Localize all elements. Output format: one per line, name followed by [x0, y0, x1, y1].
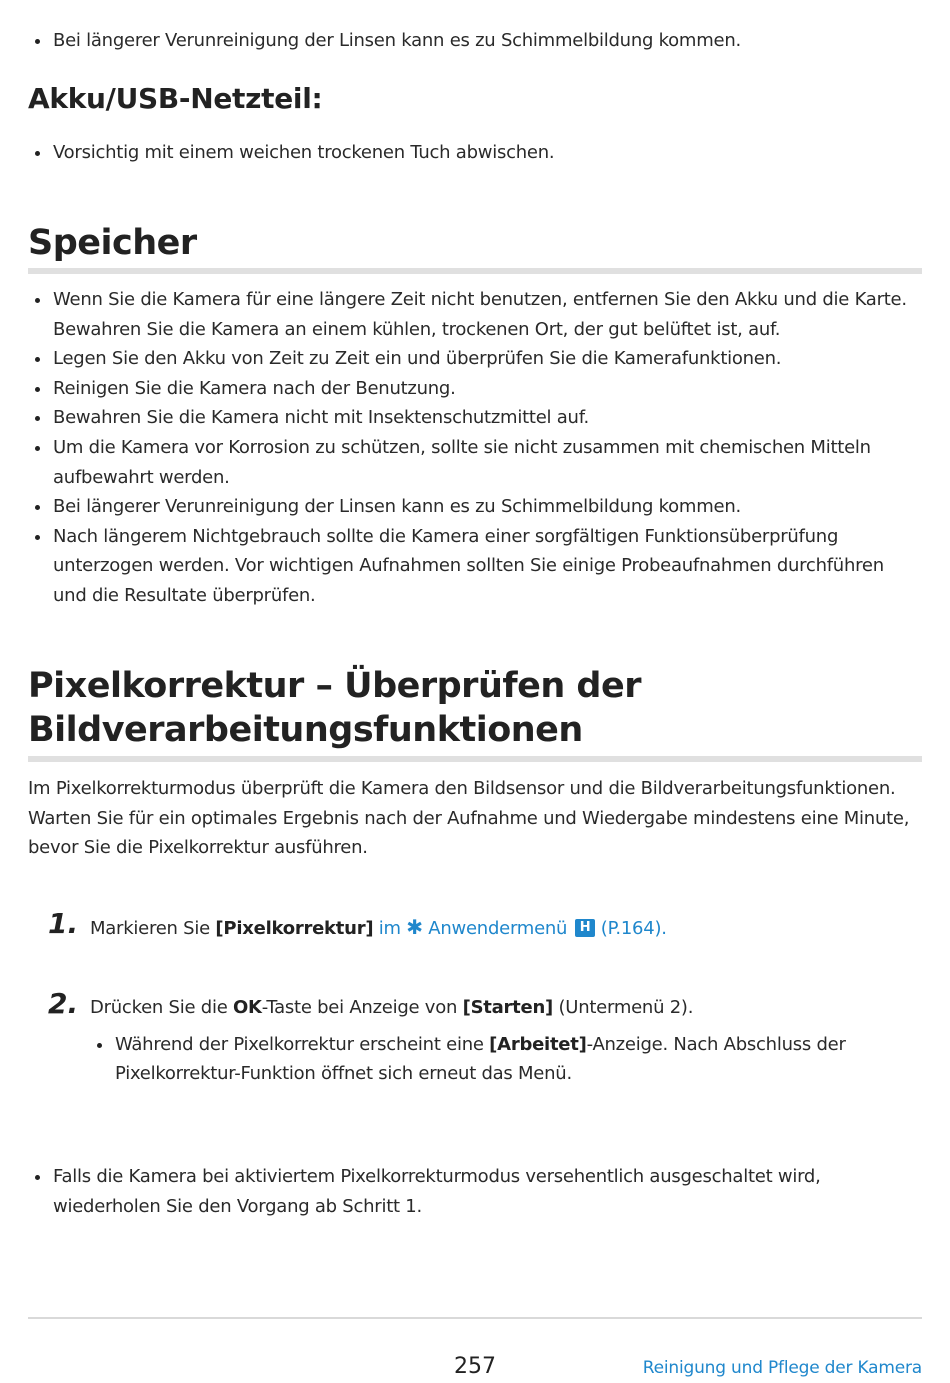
list-item: Nach längerem Nichtgebrauch sollte die Kamera einer sorgfältigen Funktionsüberprüfung unterzogen werden. Vor wichtigen Aufnahmen sollten Sie einige Probeaufnahmen durchführen und die Resultate überprüfen. — [28, 522, 922, 611]
list-item: Bewahren Sie die Kamera nicht mit Insektenschutzmittel auf. — [28, 403, 922, 433]
list-item: Vorsichtig mit einem weichen trockenen Tuch abwischen. — [28, 138, 922, 168]
step-text-im: im — [373, 918, 407, 939]
page-number: 257 — [454, 1354, 496, 1379]
step-number: 2. — [48, 987, 79, 1020]
step-text-pre: Drücken Sie die — [90, 997, 233, 1018]
step-2 — [48, 987, 910, 1089]
footer-divider — [28, 1317, 922, 1319]
section-divider — [28, 268, 922, 274]
list-item: Falls die Kamera bei aktiviertem Pixelkorrekturmodus versehentlich ausgeschaltet wird, wiederholen Sie den Vorgang ab Schritt 1. — [28, 1162, 922, 1221]
starten-label: [Starten] — [462, 997, 554, 1018]
note-bullet-list — [28, 1162, 922, 1221]
speicher-bullet-list — [28, 285, 922, 611]
step-text-end: . — [661, 918, 667, 939]
list-item: Bei längerer Verunreinigung der Linsen kann es zu Schimmelbildung kommen. — [28, 26, 922, 56]
step-text — [90, 987, 910, 1023]
pixel-intro: Im Pixelkorrekturmodus überprüft die Kamera den Bildsensor und die Bildverarbeitungsfunktionen. Warten Sie für ein optimales Ergebnis nach der Aufnahme und Wiedergabe mindestens eine Minute, bevor Sie die Pixelkorrektur ausführen. — [28, 778, 910, 858]
step-text-mid: -Taste bei Anzeige von — [261, 997, 463, 1018]
page-reference-link[interactable]: (P.164) — [595, 918, 662, 939]
step-number: 1. — [48, 907, 79, 940]
speicher-heading: Speicher — [28, 223, 197, 263]
sub-post: -Anzeige. Nach Abschluss der Pixelkorrektur-Funktion öffnet sich erneut das Menü. — [115, 1033, 846, 1085]
gear-icon: ✱ — [406, 915, 423, 939]
pixelkorrektur-link[interactable]: [Pixelkorrektur] — [215, 918, 374, 939]
anwendermenue-link[interactable]: Anwendermenü — [422, 918, 573, 939]
arbeitet-label: [Arbeitet] — [489, 1033, 587, 1055]
top-bullet-list — [28, 26, 922, 56]
sub-pre: Während der Pixelkorrektur erscheint eine — [115, 1033, 490, 1055]
pixel-heading — [28, 664, 922, 752]
list-item: Wenn Sie die Kamera für eine längere Zeit nicht benutzen, entfernen Sie den Akku und die Karte. Bewahren Sie die Kamera an einem kühlen, trockenen Ort, der gut belüftet ist, auf. — [28, 285, 922, 344]
akku-bullet-list — [28, 138, 922, 168]
list-item: Um die Kamera vor Korrosion zu schützen, sollte sie nicht zusammen mit chemischen Mitteln aufbewahrt werden. — [28, 433, 922, 492]
section-divider — [28, 756, 922, 762]
step-text-post: (Untermenü 2). — [553, 997, 694, 1018]
pixel-heading-line1: Pixelkorrektur – Überprüfen der — [28, 666, 641, 706]
list-item — [90, 1030, 910, 1089]
list-item: Legen Sie den Akku von Zeit zu Zeit ein und überprüfen Sie die Kamerafunktionen. — [28, 344, 922, 374]
step-text-pre: Markieren Sie — [90, 918, 216, 939]
step-2-sub-list — [90, 1030, 910, 1089]
step-text — [90, 907, 667, 944]
list-item: Bei längerer Verunreinigung der Linsen kann es zu Schimmelbildung kommen. — [28, 492, 922, 522]
pixel-heading-line2: Bildverarbeitungsfunktionen — [28, 710, 583, 750]
list-item: Reinigen Sie die Kamera nach der Benutzung. — [28, 374, 922, 404]
akku-heading: Akku/USB-Netzteil: — [28, 82, 323, 115]
footer-section-link[interactable]: Reinigung und Pflege der Kamera — [642, 1358, 922, 1378]
menu-h-badge-icon: H — [575, 919, 596, 937]
step-1 — [48, 907, 667, 944]
ok-button-label: OK — [233, 997, 262, 1018]
